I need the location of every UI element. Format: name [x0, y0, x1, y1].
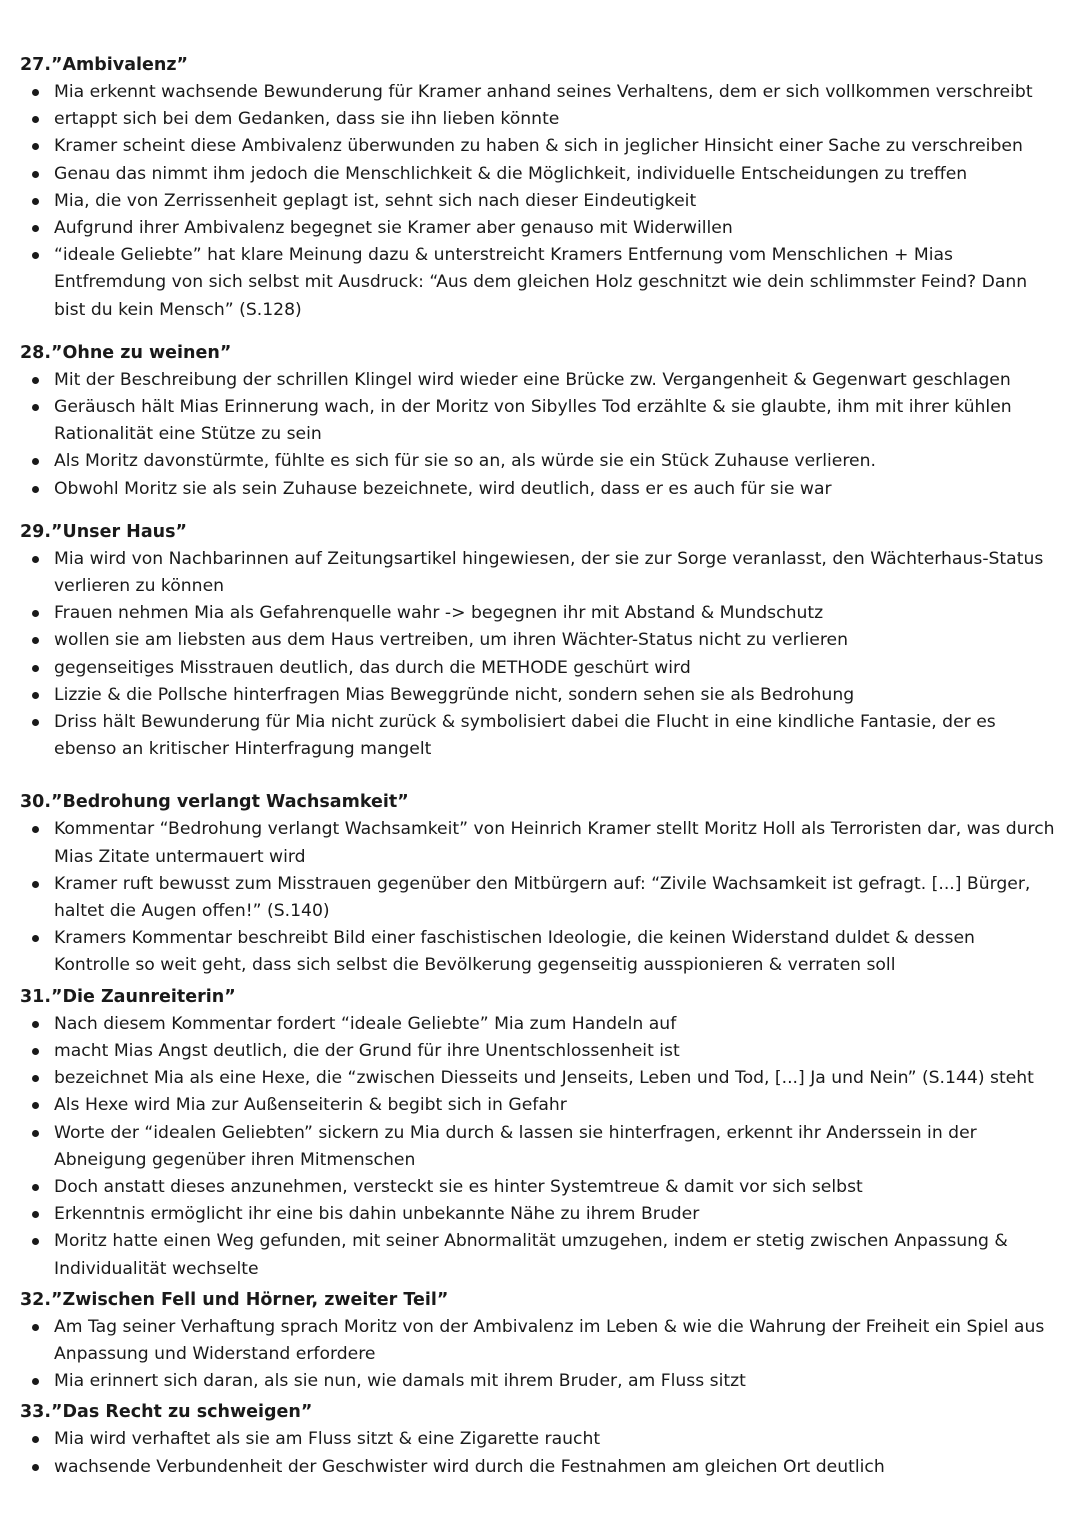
bullet-list [20, 1011, 1056, 1283]
list-item: Geräusch hält Mias Erinnerung wach, in der Moritz von Sibylles Tod erzählte & sie glaubte, ihm mit ihrer kühlen Rationalität eine Stütze zu sein [20, 394, 1056, 448]
list-item: wollen sie am liebsten aus dem Haus vertreiben, um ihren Wächter-Status nicht zu verlieren [20, 627, 1056, 654]
list-item: Nach diesem Kommentar fordert “ideale Geliebte” Mia zum Handeln auf [20, 1011, 1056, 1038]
list-item: gegenseitiges Misstrauen deutlich, das durch die METHODE geschürt wird [20, 655, 1056, 682]
list-item: Als Moritz davonstürmte, fühlte es sich für sie so an, als würde sie ein Stück Zuhause verlieren. [20, 448, 1056, 475]
bullet-list [20, 1426, 1056, 1480]
list-item: Erkenntnis ermöglicht ihr eine bis dahin unbekannte Nähe zu ihrem Bruder [20, 1201, 1056, 1228]
section-title: 28.”Ohne zu weinen” [20, 342, 232, 363]
section-31 [20, 984, 1056, 1283]
bullet-list [20, 1314, 1056, 1396]
section-32 [20, 1287, 1056, 1396]
list-item: Mia erkennt wachsende Bewunderung für Kramer anhand seines Verhaltens, dem er sich vollkommen verschreibt [20, 79, 1056, 106]
list-item: “ideale Geliebte” hat klare Meinung dazu & unterstreicht Kramers Entfernung vom Menschlichen + Mias Entfremdung von sich selbst mit Ausdruck: “Aus dem gleichen Holz geschnitzt wie dein schlimmster Feind? Dann bist du kein Mensch” (S.128) [20, 242, 1056, 324]
list-item: Kommentar “Bedrohung verlangt Wachsamkeit” von Heinrich Kramer stellt Moritz Holl als Terroristen dar, was durch Mias Zitate untermauert wird [20, 816, 1056, 870]
list-item: Obwohl Moritz sie als sein Zuhause bezeichnete, wird deutlich, dass er es auch für sie war [20, 476, 1056, 503]
section-28 [20, 340, 1056, 503]
section-title: 33.”Das Recht zu schweigen” [20, 1402, 313, 1423]
list-item: macht Mias Angst deutlich, die der Grund für ihre Unentschlossenheit ist [20, 1038, 1056, 1065]
section-30 [20, 789, 1056, 979]
list-item: Kramers Kommentar beschreibt Bild einer faschistischen Ideologie, die keinen Widerstand duldet & dessen Kontrolle so weit geht, dass sich selbst die Bevölkerung gegenseitig ausspionieren & verraten soll [20, 925, 1056, 979]
list-item: Mit der Beschreibung der schrillen Klingel wird wieder eine Brücke zw. Vergangenheit & Gegenwart geschlagen [20, 367, 1056, 394]
bullet-list [20, 816, 1056, 979]
list-item: Mia, die von Zerrissenheit geplagt ist, sehnt sich nach dieser Eindeutigkeit [20, 188, 1056, 215]
list-item: Genau das nimmt ihm jedoch die Menschlichkeit & die Möglichkeit, individuelle Entscheidungen zu treffen [20, 161, 1056, 188]
section-29 [20, 519, 1056, 764]
section-33 [20, 1399, 1056, 1480]
section-title: 31.”Die Zaunreiterin” [20, 986, 236, 1007]
list-item: Moritz hatte einen Weg gefunden, mit seiner Abnormalität umzugehen, indem er stetig zwischen Anpassung & Individualität wechselte [20, 1228, 1056, 1282]
list-item: Worte der “idealen Geliebten” sickern zu Mia durch & lassen sie hinterfragen, erkennt ihr Anderssein in der Abneigung gegenüber ihren Mitmenschen [20, 1120, 1056, 1174]
bullet-list [20, 546, 1056, 764]
list-item: Driss hält Bewunderung für Mia nicht zurück & symbolisiert dabei die Flucht in eine kindliche Fantasie, der es ebenso an kritischer Hinterfragung mangelt [20, 709, 1056, 763]
section-title: 27.”Ambivalenz” [20, 55, 189, 75]
list-item: Lizzie & die Pollsche hinterfragen Mias Beweggründe nicht, sondern sehen sie als Bedrohung [20, 682, 1056, 709]
list-item: Kramer scheint diese Ambivalenz überwunden zu haben & sich in jeglicher Hinsicht einer Sache zu verschreiben [20, 133, 1056, 160]
list-item: Mia wird verhaftet als sie am Fluss sitzt & eine Zigarette raucht [20, 1426, 1056, 1453]
bullet-list [20, 367, 1056, 503]
list-item: Mia erinnert sich daran, als sie nun, wie damals mit ihrem Bruder, am Fluss sitzt [20, 1368, 1056, 1395]
section-27 [20, 52, 1056, 324]
bullet-list [20, 79, 1056, 324]
list-item: Frauen nehmen Mia als Gefahrenquelle wahr -> begegnen ihr mit Abstand & Mundschutz [20, 600, 1056, 627]
section-title: 30.”Bedrohung verlangt Wachsamkeit” [20, 792, 409, 813]
list-item: Als Hexe wird Mia zur Außenseiterin & begibt sich in Gefahr [20, 1092, 1056, 1119]
list-item: bezeichnet Mia als eine Hexe, die “zwischen Diesseits und Jenseits, Leben und Tod, [...] Ja und Nein” (S.144) steht [20, 1065, 1056, 1092]
section-title: 32.”Zwischen Fell und Hörner, zweiter Teil” [20, 1289, 449, 1310]
section-title: 29.”Unser Haus” [20, 521, 188, 542]
list-item: ertappt sich bei dem Gedanken, dass sie ihn lieben könnte [20, 106, 1056, 133]
list-item: Doch anstatt dieses anzunehmen, versteckt sie es hinter Systemtreue & damit vor sich selbst [20, 1174, 1056, 1201]
list-item: Am Tag seiner Verhaftung sprach Moritz von der Ambivalenz im Leben & wie die Wahrung der Freiheit ein Spiel aus Anpassung und Widerstand erfordere [20, 1314, 1056, 1368]
list-item: Mia wird von Nachbarinnen auf Zeitungsartikel hingewiesen, der sie zur Sorge veranlasst, den Wächterhaus-Status verlieren zu können [20, 546, 1056, 600]
list-item: Kramer ruft bewusst zum Misstrauen gegenüber den Mitbürgern auf: “Zivile Wachsamkeit ist gefragt. [...] Bürger, haltet die Augen offen!” (S.140) [20, 871, 1056, 925]
list-item: Aufgrund ihrer Ambivalenz begegnet sie Kramer aber genauso mit Widerwillen [20, 215, 1056, 242]
list-item: wachsende Verbundenheit der Geschwister wird durch die Festnahmen am gleichen Ort deutlich [20, 1454, 1056, 1481]
